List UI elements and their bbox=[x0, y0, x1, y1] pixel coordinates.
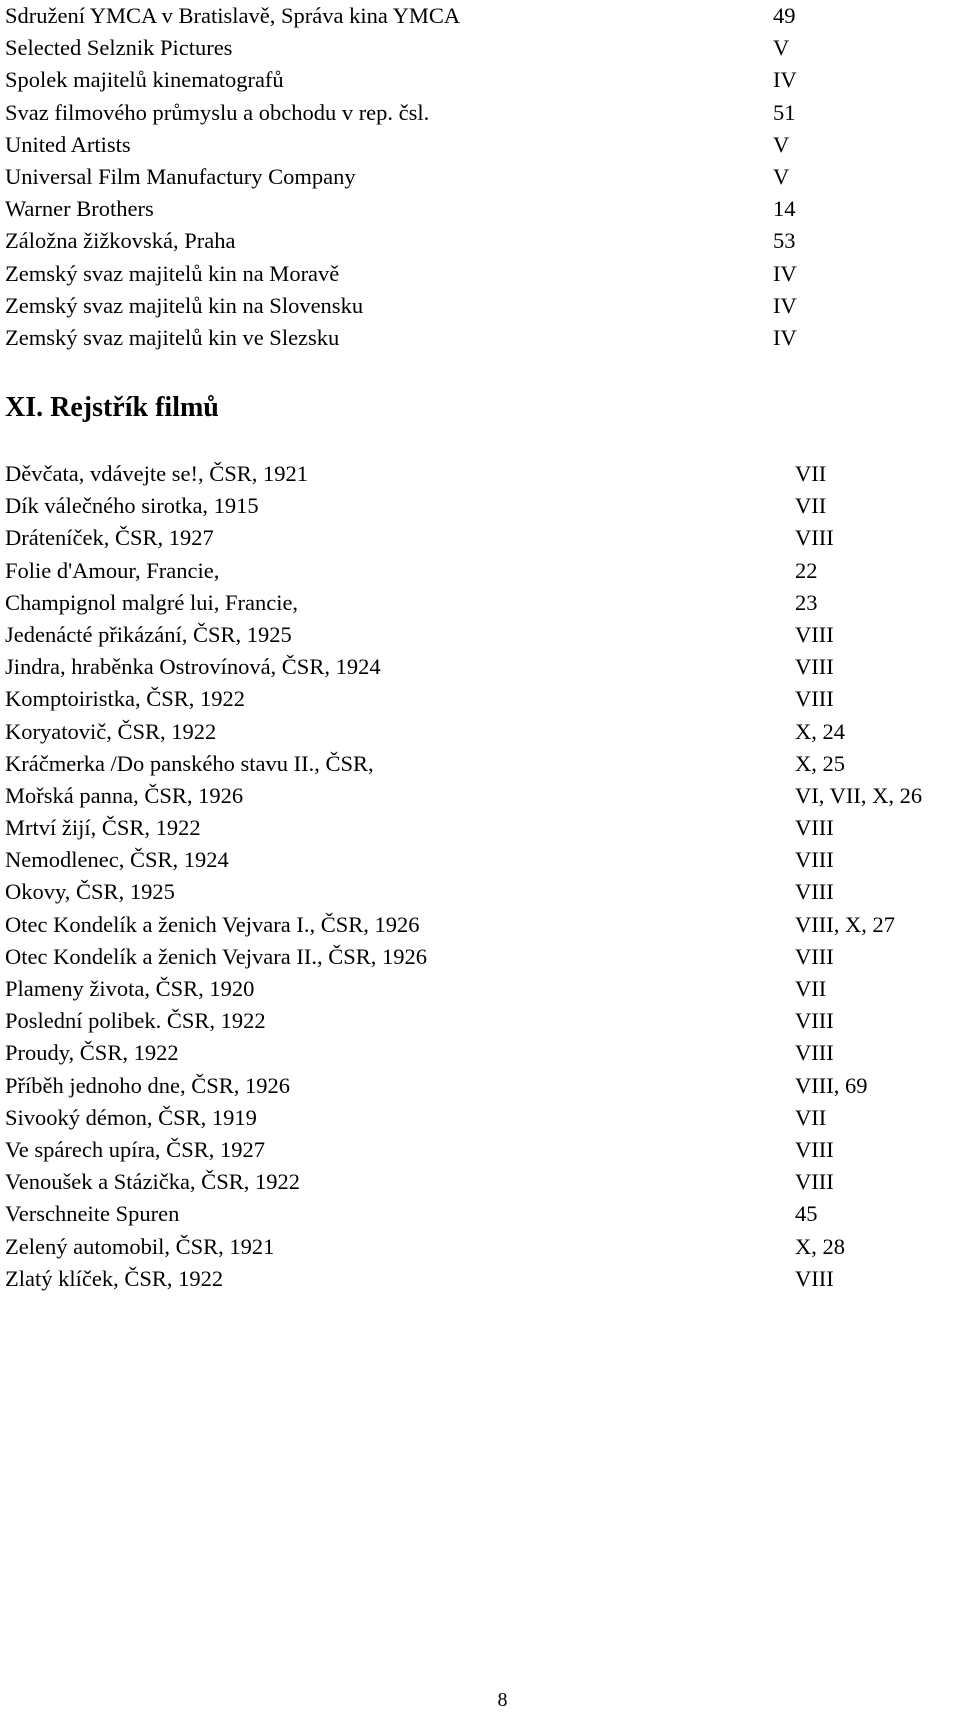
film-entry-name: Sivooký démon, ČSR, 1919 bbox=[5, 1104, 257, 1130]
film-row bbox=[5, 683, 955, 715]
film-row bbox=[5, 1070, 955, 1102]
index-row bbox=[5, 64, 955, 96]
index-entry-page-ref: IV bbox=[773, 292, 797, 318]
film-entry-name: Plameny života, ČSR, 1920 bbox=[5, 976, 255, 1001]
index-row bbox=[5, 225, 955, 257]
film-row bbox=[5, 651, 955, 683]
film-row bbox=[5, 587, 955, 619]
film-row bbox=[5, 1134, 955, 1166]
film-entry-page-ref: VII bbox=[795, 1104, 827, 1130]
page-number: 8 bbox=[497, 1689, 508, 1711]
film-entry-page-ref: VIII bbox=[795, 1008, 834, 1034]
film-entry-page-ref: VIII bbox=[795, 686, 834, 712]
index-entry-page-ref: V bbox=[773, 35, 790, 61]
film-entry-name: Verschneite Spuren bbox=[5, 1201, 180, 1227]
index-entry-name: United Artists bbox=[5, 131, 131, 157]
film-entry-name: Koryatovič, ČSR, 1922 bbox=[5, 718, 217, 744]
film-entry-page-ref: X, 24 bbox=[795, 718, 845, 744]
film-entry-page-ref: VIII bbox=[795, 1136, 834, 1162]
film-row bbox=[5, 458, 955, 490]
film-row bbox=[5, 490, 955, 522]
index-row bbox=[5, 193, 955, 225]
film-entry-page-ref: VII bbox=[795, 461, 827, 486]
film-entry-page-ref: VII bbox=[795, 493, 827, 519]
film-entry-name: Zlatý klíček, ČSR, 1922 bbox=[5, 1265, 224, 1291]
film-entry-name: Zelený automobil, ČSR, 1921 bbox=[5, 1233, 275, 1259]
film-row bbox=[5, 555, 955, 587]
film-entry-page-ref: 23 bbox=[795, 589, 818, 615]
film-entry-name: Mořská panna, ČSR, 1926 bbox=[5, 782, 244, 808]
film-entry-page-ref: VIII bbox=[795, 847, 834, 873]
film-row bbox=[5, 876, 955, 908]
film-index-list bbox=[5, 458, 955, 1295]
film-row bbox=[5, 909, 955, 941]
index-entry-page-ref: 14 bbox=[773, 196, 796, 222]
film-entry-name: Otec Kondelík a ženich Vejvara II., ČSR, 1926 bbox=[5, 943, 427, 969]
film-row bbox=[5, 1198, 955, 1230]
film-entry-name: Folie d'Amour, Francie, bbox=[5, 557, 220, 583]
film-row bbox=[5, 1166, 955, 1198]
film-row bbox=[5, 973, 955, 1005]
film-entry-page-ref: X, 28 bbox=[795, 1233, 845, 1259]
film-entry-page-ref: VIII, 69 bbox=[795, 1072, 868, 1098]
index-row bbox=[5, 129, 955, 161]
film-entry-name: Okovy, ČSR, 1925 bbox=[5, 879, 175, 905]
film-row bbox=[5, 780, 955, 812]
film-entry-page-ref: VIII bbox=[795, 1265, 834, 1291]
index-entry-name: Spolek majitelů kinematografů bbox=[5, 67, 284, 93]
film-entry-page-ref: VII bbox=[795, 976, 827, 1001]
index-entry-name: Záložna žižkovská, Praha bbox=[5, 228, 236, 254]
index-entry-page-ref: V bbox=[773, 163, 790, 189]
film-row bbox=[5, 522, 955, 554]
index-entry-name: Selected Selznik Pictures bbox=[5, 35, 233, 61]
film-entry-name: Příběh jednoho dne, ČSR, 1926 bbox=[5, 1072, 290, 1098]
film-row bbox=[5, 812, 955, 844]
film-row bbox=[5, 716, 955, 748]
index-entry-page-ref: IV bbox=[773, 260, 797, 286]
film-row bbox=[5, 844, 955, 876]
index-entry-page-ref: 49 bbox=[773, 3, 796, 28]
index-entry-page-ref: 53 bbox=[773, 228, 796, 254]
index-row bbox=[5, 258, 955, 290]
film-entry-page-ref: VIII bbox=[795, 525, 834, 551]
index-entry-page-ref: IV bbox=[773, 324, 797, 350]
film-entry-name: Poslední polibek. ČSR, 1922 bbox=[5, 1008, 266, 1034]
index-row bbox=[5, 32, 955, 64]
index-row bbox=[5, 290, 955, 322]
film-row bbox=[5, 941, 955, 973]
film-entry-page-ref: VIII bbox=[795, 1040, 834, 1066]
film-entry-name: Jindra, hraběnka Ostrovínová, ČSR, 1924 bbox=[5, 654, 381, 680]
film-entry-page-ref: VI, VII, X, 26 bbox=[795, 782, 923, 808]
index-entry-name: Sdružení YMCA v Bratislavě, Správa kina YMCA bbox=[5, 3, 461, 28]
film-row bbox=[5, 619, 955, 651]
film-entry-page-ref: 45 bbox=[795, 1201, 818, 1227]
film-entry-name: Mrtví žijí, ČSR, 1922 bbox=[5, 815, 201, 841]
film-entry-name: Dík válečného sirotka, 1915 bbox=[5, 493, 259, 519]
film-row bbox=[5, 1263, 955, 1295]
index-entry-name: Warner Brothers bbox=[5, 196, 154, 222]
film-entry-name: Champignol malgré lui, Francie, bbox=[5, 589, 299, 615]
film-entry-page-ref: X, 25 bbox=[795, 750, 845, 776]
film-row bbox=[5, 1005, 955, 1037]
film-entry-name: Kráčmerka /Do panského stavu II., ČSR, bbox=[5, 750, 374, 776]
film-entry-page-ref: VIII bbox=[795, 654, 834, 680]
film-entry-name: Dráteníček, ČSR, 1927 bbox=[5, 525, 214, 551]
organization-index-list bbox=[5, 0, 955, 354]
film-entry-page-ref: VIII, X, 27 bbox=[795, 911, 895, 937]
film-entry-page-ref: VIII bbox=[795, 879, 834, 905]
index-entry-page-ref: IV bbox=[773, 67, 797, 93]
film-entry-name: Ve spárech upíra, ČSR, 1927 bbox=[5, 1136, 265, 1162]
film-entry-name: Venoušek a Stázička, ČSR, 1922 bbox=[5, 1169, 300, 1195]
film-row bbox=[5, 1037, 955, 1069]
film-row bbox=[5, 1102, 955, 1134]
film-entry-page-ref: VIII bbox=[795, 815, 834, 841]
index-row bbox=[5, 322, 955, 354]
film-row bbox=[5, 748, 955, 780]
film-entry-name: Otec Kondelík a ženich Vejvara I., ČSR, 1926 bbox=[5, 911, 420, 937]
film-entry-name: Jedenácté přikázání, ČSR, 1925 bbox=[5, 621, 292, 647]
index-entry-name: Zemský svaz majitelů kin ve Slezsku bbox=[5, 324, 340, 350]
film-entry-name: Děvčata, vdávejte se!, ČSR, 1921 bbox=[5, 461, 309, 486]
film-entry-page-ref: 22 bbox=[795, 557, 818, 583]
film-row bbox=[5, 1231, 955, 1263]
index-entry-name: Svaz filmového průmyslu a obchodu v rep. čsl. bbox=[5, 99, 430, 125]
film-entry-name: Proudy, ČSR, 1922 bbox=[5, 1040, 179, 1066]
index-row bbox=[5, 97, 955, 129]
section-heading: XI. Rejstřík filmů bbox=[5, 392, 219, 423]
film-entry-page-ref: VIII bbox=[795, 1169, 834, 1195]
film-entry-name: Komptoiristka, ČSR, 1922 bbox=[5, 686, 246, 712]
film-entry-page-ref: VIII bbox=[795, 943, 834, 969]
index-entry-name: Zemský svaz majitelů kin na Moravě bbox=[5, 260, 340, 286]
index-entry-page-ref: V bbox=[773, 131, 790, 157]
film-entry-page-ref: VIII bbox=[795, 621, 834, 647]
index-entry-page-ref: 51 bbox=[773, 99, 796, 125]
film-entry-name: Nemodlenec, ČSR, 1924 bbox=[5, 847, 229, 873]
index-row bbox=[5, 161, 955, 193]
index-row bbox=[5, 0, 955, 32]
index-entry-name: Zemský svaz majitelů kin na Slovensku bbox=[5, 292, 364, 318]
index-entry-name: Universal Film Manufactury Company bbox=[5, 163, 356, 189]
